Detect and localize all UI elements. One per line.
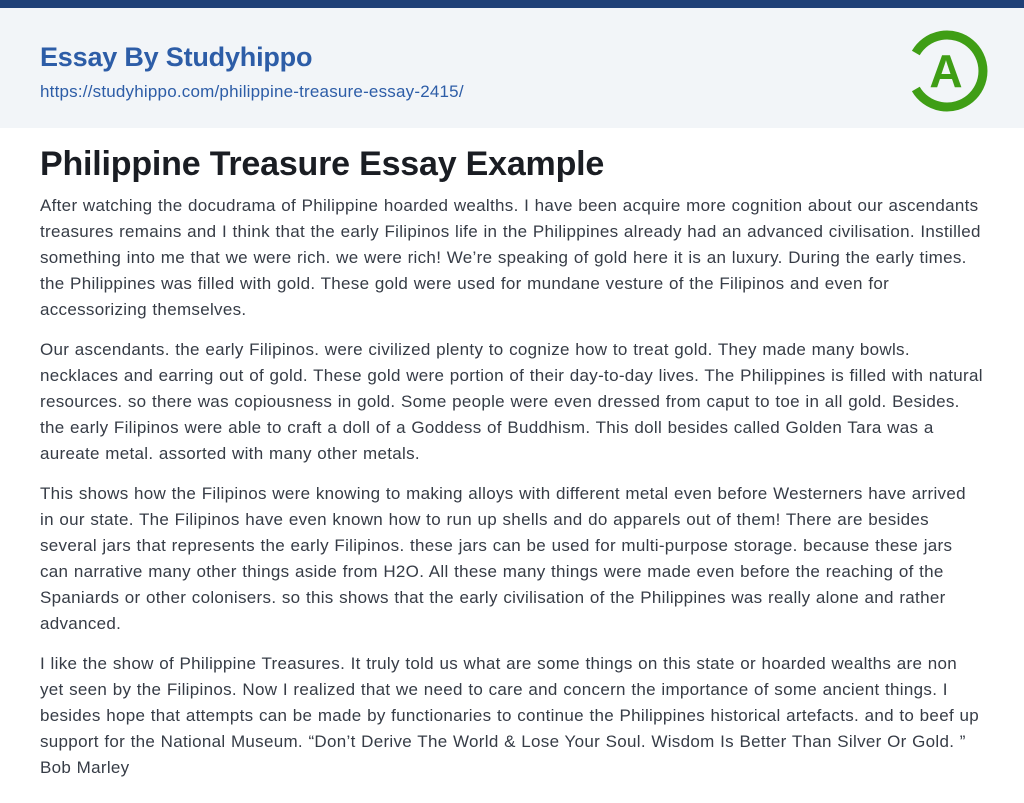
page-url-link[interactable]: https://studyhippo.com/philippine-treasure-essay-2415/ xyxy=(40,82,464,101)
logo-letter: A xyxy=(929,45,963,97)
essay-paragraph-1: After watching the docudrama of Philippine hoarded wealths. I have been acquire more cognition about our ascendants treasures remains and I think that the early Filipinos life in the Philippines already had an advanced civilisation. Instilled something into me that we were rich. we were rich! We’re speaking of gold here it is an luxury. During the early times. the Philippines was filled with gold. These gold were used for mundane vesture of the Filipinos and even for accessorizing themselves. xyxy=(40,196,981,319)
top-accent-bar xyxy=(0,0,1024,8)
page-title: Philippine Treasure Essay Example xyxy=(40,145,605,183)
essay-paragraph-3: This shows how the Filipinos were knowing to making alloys with different metal even before Westerners have arrived in our state. The Filipinos have even known how to run up shells and do apparels out of them! There are besides several jars that represents the early Filipinos. these jars can be used for multi-purpose storage. because these jars can narrative many other things aside from H2O. All these many things were made even before the reaching of the Spaniards or other colonisers. so this shows that the early civilisation of the Philippines was really alone and rather advanced. xyxy=(40,484,966,633)
brand-title: Essay By Studyhippo xyxy=(40,42,313,72)
article xyxy=(0,144,1024,781)
studyhippo-logo-icon xyxy=(901,25,993,117)
essay-paragraph-2: Our ascendants. the early Filipinos. were civilized plenty to cognize how to treat gold. They made many bowls. necklaces and earring out of gold. These gold were portion of their day-to-day lives. The Philippines is filled with natural resources. so there was copiousness in gold. Some people were even dressed from caput to toe in all gold. Besides. the early Filipinos were able to craft a doll of a Goddess of Buddhism. This doll besides called Golden Tara was a aureate metal. assorted with many other metals. xyxy=(40,340,983,463)
essay-paragraph-4: I like the show of Philippine Treasures. It truly told us what are some things on this state or hoarded wealths are non yet seen by the Filipinos. Now I realized that we need to care and concern the importance of some ancient things. I besides hope that attempts can be made by functionaries to continue the Philippines historical artefacts. and to beef up support for the National Museum. “Don’t Derive The World & Lose Your Soul. Wisdom Is Better Than Silver Or Gold. ” Bob Marley xyxy=(40,654,980,777)
site-header xyxy=(0,8,1024,128)
